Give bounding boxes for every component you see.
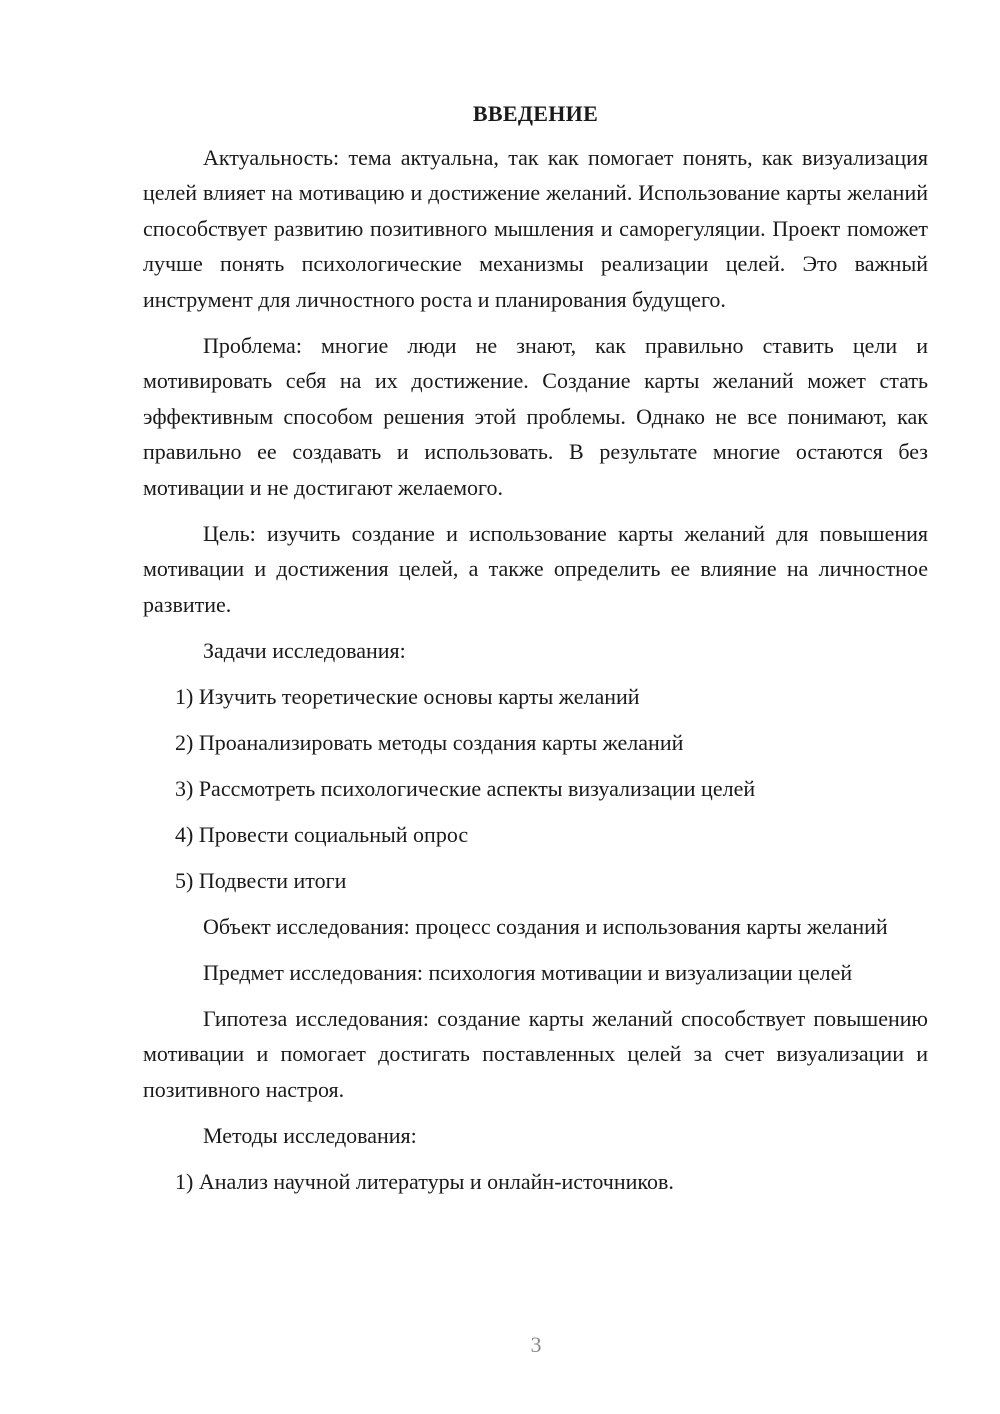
subject-paragraph: Предмет исследования: психология мотивации и визуализации целей <box>203 959 853 985</box>
task-item: 2) Проанализировать методы создания карты желаний <box>175 729 684 755</box>
goal-paragraph: Цель: изучить создание и использование карты желаний для повышения мотивации и достижения целей, а также определить ее влияние на личностное развитие. <box>143 520 928 617</box>
object-paragraph: Объект исследования: процесс создания и использования карты желаний <box>203 913 888 939</box>
tasks-heading: Задачи исследования: <box>203 637 406 663</box>
section-title: ВВЕДЕНИЕ <box>472 101 599 126</box>
hypothesis-paragraph: Гипотеза исследования: создание карты желаний способствует повышению мотивации и помогает достигать поставленных целей за счет визуализации и позитивного настроя. <box>143 1005 928 1102</box>
task-item: 1) Изучить теоретические основы карты желаний <box>175 683 640 709</box>
task-item: 5) Подвести итоги <box>175 867 347 893</box>
task-item: 3) Рассмотреть психологические аспекты визуализации целей <box>175 775 756 801</box>
problem-paragraph: Проблема: многие люди не знают, как правильно ставить цели и мотивировать себя на их достижение. Создание карты желаний может стать эффективным способом решения этой проблемы. Однако не все понимают, как правильно ее создавать и использовать. В результате многие остаются без мотивации и не достигают желаемого. <box>143 332 928 500</box>
relevance-paragraph: Актуальность: тема актуальна, так как помогает понять, как визуализация целей влияет на мотивацию и достижение желаний. Использование карты желаний способствует развитию позитивного мышления и саморегуляции. Проект поможет лучше понять психологические механизмы реализации целей. Это важный инструмент для личностного роста и планирования будущего. <box>143 144 928 312</box>
methods-heading: Методы исследования: <box>203 1122 417 1148</box>
document-page <box>143 96 928 1210</box>
method-item: 1) Анализ научной литературы и онлайн-источников. <box>175 1168 674 1194</box>
task-item: 4) Провести социальный опрос <box>175 821 469 847</box>
page-number: 3 <box>530 1332 542 1357</box>
